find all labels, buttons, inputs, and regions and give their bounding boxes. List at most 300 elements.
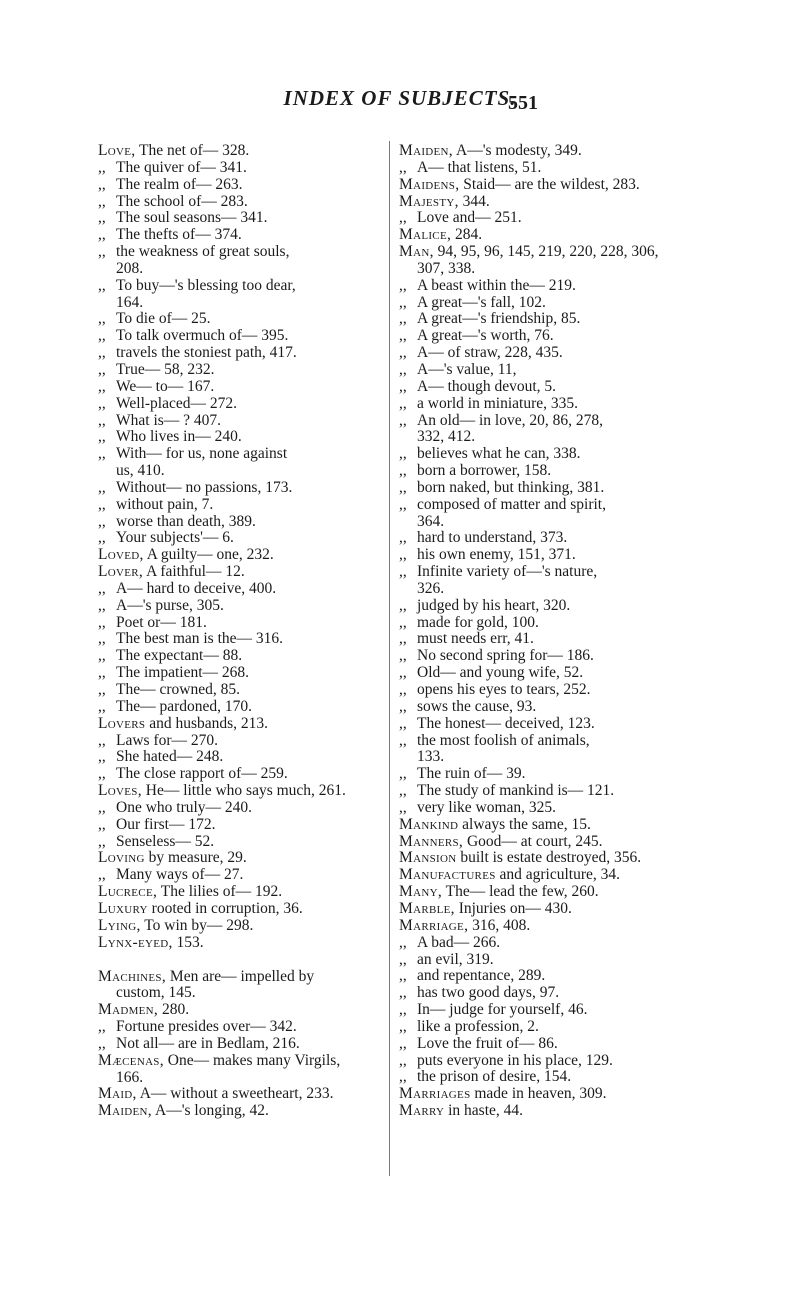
- subentry-text: his own enemy, 151, 371.: [417, 546, 576, 564]
- index-subentry: [399, 564, 682, 598]
- subentry-text: The realm of— 263.: [116, 175, 243, 193]
- index-subentry: [399, 413, 682, 447]
- entry-text: 153.: [172, 933, 204, 951]
- index-subentry: [98, 194, 380, 211]
- subentry-text: without pain, 7.: [116, 495, 214, 513]
- index-subentry: [399, 783, 682, 800]
- entry-headword: Loving: [98, 849, 145, 867]
- index-subentry: [399, 396, 682, 413]
- subentry-text: The study of mankind is— 121.: [417, 782, 615, 800]
- index-subentry: [399, 379, 682, 396]
- subentry-text: believes what he can, 338.: [417, 445, 581, 463]
- subentry-text: like a profession, 2.: [417, 1017, 539, 1035]
- ditto-mark: ,,: [399, 310, 407, 328]
- index-subentry: [399, 463, 682, 480]
- index-subentry: [399, 1053, 682, 1070]
- index-entry: [399, 901, 682, 918]
- ditto-mark: ,,: [98, 630, 106, 648]
- subentry-text: What is— ? 407.: [116, 411, 222, 429]
- subentry-text: very like woman, 325.: [417, 798, 557, 816]
- subentry-continuation: 133.: [417, 748, 445, 766]
- section-gap: [98, 952, 380, 969]
- index-subentry: [399, 530, 682, 547]
- subentry-text: Many ways of— 27.: [116, 866, 244, 884]
- entry-text: To win by— 298.: [140, 916, 254, 934]
- column-divider: [389, 141, 390, 1176]
- ditto-mark: ,,: [399, 613, 407, 631]
- entry-text: and agriculture, 34.: [495, 866, 621, 884]
- entry-text: 284.: [451, 226, 483, 244]
- ditto-mark: ,,: [98, 445, 106, 463]
- index-subentry: [98, 699, 380, 716]
- entry-headword: Machines,: [98, 967, 167, 985]
- subentry-text: With— for us, none against: [116, 445, 288, 463]
- index-subentry: [399, 716, 682, 733]
- index-subentry: [399, 1036, 682, 1053]
- subentry-text: The close rapport of— 259.: [116, 765, 288, 783]
- index-subentry: [98, 278, 380, 312]
- index-subentry: [98, 345, 380, 362]
- subentry-continuation: 326.: [417, 579, 445, 597]
- subentry-text: The— crowned, 85.: [116, 681, 240, 698]
- entry-headword: Lucrece,: [98, 883, 158, 901]
- subentry-text: Love the fruit of— 86.: [417, 1034, 558, 1052]
- index-subentry: [98, 665, 380, 682]
- index-subentry: [98, 682, 380, 699]
- entry-text: Injuries on— 430.: [454, 899, 572, 917]
- ditto-mark: ,,: [399, 276, 407, 294]
- index-column-left: [98, 143, 380, 1120]
- ditto-mark: ,,: [399, 529, 407, 547]
- ditto-mark: ,,: [98, 377, 106, 395]
- index-subentry: [98, 210, 380, 227]
- ditto-mark: ,,: [98, 158, 106, 176]
- entry-headword: Marble,: [399, 899, 455, 917]
- entry-headword: Lynx-eyed,: [98, 933, 173, 951]
- entry-headword: Maiden,: [98, 1102, 152, 1120]
- index-entry: [399, 227, 682, 244]
- ditto-mark: ,,: [399, 377, 407, 395]
- entry-continuation: 166.: [116, 1068, 144, 1086]
- index-entry: [399, 1086, 682, 1103]
- index-entry: [98, 1002, 380, 1019]
- index-entry: [399, 817, 682, 834]
- ditto-mark: ,,: [98, 226, 106, 244]
- entry-headword: Maiden,: [399, 142, 453, 159]
- ditto-mark: ,,: [98, 647, 106, 665]
- subentry-text: Not all— are in Bedlam, 216.: [116, 1034, 300, 1052]
- entry-headword: Lovers: [98, 714, 146, 732]
- subentry-text: Your subjects'— 6.: [116, 529, 234, 547]
- subentry-text: To talk overmuch of— 395.: [116, 327, 289, 345]
- entry-text: Men are— impelled by: [166, 967, 315, 985]
- ditto-mark: ,,: [399, 445, 407, 463]
- ditto-mark: ,,: [98, 344, 106, 362]
- ditto-mark: ,,: [399, 563, 407, 581]
- subentry-text: Senseless— 52.: [116, 832, 215, 850]
- index-subentry: [98, 530, 380, 547]
- subentry-text: has two good days, 97.: [417, 984, 560, 1002]
- index-subentry: [98, 328, 380, 345]
- ditto-mark: ,,: [98, 411, 106, 429]
- index-subentry: [98, 379, 380, 396]
- running-title: INDEX OF SUBJECTS.: [283, 86, 517, 110]
- subentry-continuation: us, 410.: [116, 462, 165, 480]
- entry-headword: Loves,: [98, 782, 142, 800]
- index-subentry: [98, 413, 380, 430]
- subentry-text: The— pardoned, 170.: [116, 697, 253, 715]
- subentry-text: The thefts of— 374.: [116, 226, 242, 244]
- entry-text: made in heaven, 309.: [470, 1085, 607, 1103]
- ditto-mark: ,,: [98, 815, 106, 833]
- ditto-mark: ,,: [98, 1018, 106, 1036]
- entry-text: Staid— are the wildest, 283.: [459, 175, 640, 193]
- ditto-mark: ,,: [399, 327, 407, 345]
- index-entry: [399, 177, 682, 194]
- subentry-text: puts everyone in his place, 129.: [417, 1051, 613, 1069]
- subentry-text: Our first— 172.: [116, 815, 216, 833]
- index-subentry: [98, 160, 380, 177]
- ditto-mark: ,,: [98, 276, 106, 294]
- index-subentry: [98, 800, 380, 817]
- index-subentry: [98, 480, 380, 497]
- ditto-mark: ,,: [98, 596, 106, 614]
- entry-text: Good— at court, 245.: [463, 832, 603, 850]
- entry-text: and husbands, 213.: [145, 714, 269, 732]
- index-subentry: [98, 834, 380, 851]
- subentry-text: born a borrower, 158.: [417, 462, 552, 480]
- index-subentry: [399, 1002, 682, 1019]
- index-entry: [98, 850, 380, 867]
- index-subentry: [399, 278, 682, 295]
- subentry-text: Love and— 251.: [417, 209, 522, 227]
- index-subentry: [98, 497, 380, 514]
- subentry-text: Laws for— 270.: [116, 731, 219, 749]
- ditto-mark: ,,: [399, 411, 407, 429]
- subentry-text: One who truly— 240.: [116, 798, 253, 816]
- entry-headword: Manufactures: [399, 866, 496, 884]
- ditto-mark: ,,: [98, 681, 106, 698]
- index-subentry: [399, 362, 682, 379]
- subentry-text: made for gold, 100.: [417, 613, 539, 631]
- ditto-mark: ,,: [399, 1034, 407, 1052]
- ditto-mark: ,,: [98, 428, 106, 446]
- entry-text: 344.: [458, 192, 490, 210]
- subentry-text: worse than death, 389.: [116, 512, 256, 530]
- entry-continuation: custom, 145.: [116, 984, 196, 1002]
- entry-headword: Man,: [399, 243, 434, 261]
- subentry-text: the weakness of great souls,: [116, 243, 290, 261]
- index-subentry: [399, 766, 682, 783]
- subentry-text: She hated— 248.: [116, 748, 224, 766]
- entry-text: 280.: [158, 1001, 190, 1019]
- entry-headword: Majesty,: [399, 192, 459, 210]
- subentry-text: hard to understand, 373.: [417, 529, 568, 547]
- ditto-mark: ,,: [399, 967, 407, 985]
- entry-headword: Love,: [98, 142, 136, 159]
- index-subentry: [399, 1019, 682, 1036]
- entry-text: 316, 408.: [468, 916, 531, 934]
- ditto-mark: ,,: [98, 697, 106, 715]
- ditto-mark: ,,: [399, 681, 407, 698]
- entry-text: A faithful— 12.: [143, 563, 245, 581]
- subentry-text: An old— in love, 20, 86, 278,: [417, 411, 603, 429]
- index-subentry: [399, 345, 682, 362]
- index-subentry: [399, 615, 682, 632]
- index-subentry: [98, 631, 380, 648]
- index-subentry: [98, 615, 380, 632]
- subentry-text: A— of straw, 228, 435.: [417, 344, 563, 362]
- subentry-text: In— judge for yourself, 46.: [417, 1001, 588, 1019]
- index-subentry: [399, 665, 682, 682]
- ditto-mark: ,,: [399, 782, 407, 800]
- index-subentry: [399, 295, 682, 312]
- index-entry: [98, 918, 380, 935]
- entry-text: The lilies of— 192.: [157, 883, 283, 901]
- subentry-text: a world in miniature, 335.: [417, 394, 578, 412]
- ditto-mark: ,,: [98, 664, 106, 682]
- ditto-mark: ,,: [399, 360, 407, 378]
- index-entry: [98, 143, 380, 160]
- entry-text: One— makes many Virgils,: [163, 1051, 341, 1069]
- subentry-text: Who lives in— 240.: [116, 428, 242, 446]
- entry-headword: Marriage,: [399, 916, 469, 934]
- index-subentry: [98, 733, 380, 750]
- ditto-mark: ,,: [98, 192, 106, 210]
- index-subentry: [98, 227, 380, 244]
- subentry-text: The expectant— 88.: [116, 647, 243, 665]
- index-subentry: [399, 328, 682, 345]
- ditto-mark: ,,: [98, 478, 106, 496]
- index-subentry: [399, 480, 682, 497]
- subentry-text: To buy—'s blessing too dear,: [116, 276, 296, 294]
- ditto-mark: ,,: [98, 394, 106, 412]
- index-subentry: [399, 952, 682, 969]
- index-entry: [98, 1086, 380, 1103]
- index-subentry: [98, 396, 380, 413]
- page-header: [0, 86, 800, 116]
- subentry-text: To die of— 25.: [116, 310, 211, 328]
- index-subentry: [98, 244, 380, 278]
- index-entry: [399, 918, 682, 935]
- index-subentry: [399, 547, 682, 564]
- subentry-text: travels the stoniest path, 417.: [116, 344, 297, 362]
- index-subentry: [399, 985, 682, 1002]
- subentry-text: Well-placed— 272.: [116, 394, 237, 412]
- index-entry: [399, 834, 682, 851]
- entry-headword: Many,: [399, 883, 442, 901]
- ditto-mark: ,,: [399, 462, 407, 480]
- index-subentry: [98, 867, 380, 884]
- index-entry: [98, 969, 380, 1003]
- entry-headword: Maidens,: [399, 175, 460, 193]
- ditto-mark: ,,: [399, 1068, 407, 1086]
- index-subentry: [399, 699, 682, 716]
- subentry-text: judged by his heart, 320.: [417, 596, 571, 614]
- ditto-mark: ,,: [98, 327, 106, 345]
- subentry-text: A— that listens, 51.: [417, 158, 542, 176]
- index-entry: [98, 884, 380, 901]
- subentry-text: A great—'s friendship, 85.: [417, 310, 581, 328]
- index-entry: [399, 143, 682, 160]
- subentry-continuation: 208.: [116, 259, 144, 277]
- index-subentry: [98, 362, 380, 379]
- index-entry: [98, 783, 380, 800]
- entry-headword: Malice,: [399, 226, 452, 244]
- entry-headword: Luxury: [98, 899, 148, 917]
- entry-headword: Madmen,: [98, 1001, 159, 1019]
- entry-headword: Loved,: [98, 546, 144, 564]
- ditto-mark: ,,: [98, 1034, 106, 1052]
- subentry-text: The ruin of— 39.: [417, 765, 526, 783]
- entry-headword: Lover,: [98, 563, 144, 581]
- ditto-mark: ,,: [98, 310, 106, 328]
- ditto-mark: ,,: [98, 360, 106, 378]
- ditto-mark: ,,: [399, 596, 407, 614]
- entry-text: by measure, 29.: [144, 849, 247, 867]
- entry-text: He— little who says much, 261.: [141, 782, 346, 800]
- subentry-text: A great—'s fall, 102.: [417, 293, 546, 311]
- entry-continuation: 307, 338.: [417, 259, 476, 277]
- entry-headword: Mankind: [399, 815, 459, 833]
- ditto-mark: ,,: [399, 647, 407, 665]
- index-subentry: [98, 446, 380, 480]
- entry-headword: Marry: [399, 1102, 445, 1120]
- subentry-text: The school of— 283.: [116, 192, 248, 210]
- subentry-text: sows the cause, 93.: [417, 697, 537, 715]
- subentry-continuation: 332, 412.: [417, 428, 476, 446]
- subentry-text: A— hard to deceive, 400.: [116, 579, 277, 597]
- ditto-mark: ,,: [98, 748, 106, 766]
- ditto-mark: ,,: [98, 175, 106, 193]
- subentry-text: Infinite variety of—'s nature,: [417, 563, 598, 581]
- subentry-text: and repentance, 289.: [417, 967, 546, 985]
- entry-text: 94, 95, 96, 145, 219, 220, 228, 306,: [433, 243, 659, 261]
- index-subentry: [399, 160, 682, 177]
- subentry-text: opens his eyes to tears, 252.: [417, 681, 591, 698]
- index-subentry: [98, 177, 380, 194]
- index-subentry: [399, 800, 682, 817]
- ditto-mark: ,,: [399, 630, 407, 648]
- entry-text: built is estate destroyed, 356.: [456, 849, 642, 867]
- index-subentry: [98, 749, 380, 766]
- ditto-mark: ,,: [98, 209, 106, 227]
- ditto-mark: ,,: [98, 798, 106, 816]
- index-subentry: [399, 968, 682, 985]
- subentry-text: The best man is the— 316.: [116, 630, 284, 648]
- ditto-mark: ,,: [98, 512, 106, 530]
- subentry-continuation: 164.: [116, 293, 144, 311]
- subentry-text: A bad— 266.: [417, 933, 501, 951]
- ditto-mark: ,,: [399, 933, 407, 951]
- ditto-mark: ,,: [399, 209, 407, 227]
- entry-headword: Manners,: [399, 832, 464, 850]
- subentry-text: We— to— 167.: [116, 377, 215, 395]
- ditto-mark: ,,: [399, 344, 407, 362]
- index-entry: [399, 850, 682, 867]
- subentry-text: The honest— deceived, 123.: [417, 714, 595, 732]
- ditto-mark: ,,: [98, 579, 106, 597]
- index-column-right: [399, 143, 682, 1120]
- subentry-text: No second spring for— 186.: [417, 647, 594, 665]
- index-subentry: [98, 817, 380, 834]
- ditto-mark: ,,: [399, 950, 407, 968]
- index-subentry: [399, 1069, 682, 1086]
- subentry-text: an evil, 319.: [417, 950, 494, 968]
- ditto-mark: ,,: [399, 798, 407, 816]
- ditto-mark: ,,: [98, 613, 106, 631]
- entry-text: always the same, 15.: [458, 815, 591, 833]
- subentry-text: A great—'s worth, 76.: [417, 327, 554, 345]
- index-subentry: [98, 1019, 380, 1036]
- ditto-mark: ,,: [399, 293, 407, 311]
- index-subentry: [98, 648, 380, 665]
- subentry-text: born naked, but thinking, 381.: [417, 478, 605, 496]
- index-entry: [399, 884, 682, 901]
- subentry-text: composed of matter and spirit,: [417, 495, 606, 513]
- subentry-text: Old— and young wife, 52.: [417, 664, 584, 682]
- subentry-text: A— though devout, 5.: [417, 377, 557, 395]
- ditto-mark: ,,: [399, 394, 407, 412]
- subentry-text: A—'s purse, 305.: [116, 596, 224, 614]
- ditto-mark: ,,: [399, 984, 407, 1002]
- index-subentry: [98, 429, 380, 446]
- ditto-mark: ,,: [399, 478, 407, 496]
- index-subentry: [399, 631, 682, 648]
- subentry-text: Fortune presides over— 342.: [116, 1018, 297, 1036]
- index-subentry: [98, 1036, 380, 1053]
- entry-headword: Maid,: [98, 1085, 137, 1103]
- subentry-text: The quiver of— 341.: [116, 158, 247, 176]
- index-subentry: [98, 598, 380, 615]
- ditto-mark: ,,: [399, 158, 407, 176]
- subentry-text: Poet or— 181.: [116, 613, 207, 631]
- index-entry: [399, 1103, 682, 1120]
- ditto-mark: ,,: [399, 1017, 407, 1035]
- index-subentry: [98, 514, 380, 531]
- index-entry: [98, 1103, 380, 1120]
- index-entry: [98, 716, 380, 733]
- entry-text: The net of— 328.: [135, 142, 250, 159]
- ditto-mark: ,,: [98, 765, 106, 783]
- index-subentry: [399, 311, 682, 328]
- index-entry: [399, 194, 682, 211]
- subentry-text: the prison of desire, 154.: [417, 1068, 572, 1086]
- subentry-text: The soul seasons— 341.: [116, 209, 268, 227]
- ditto-mark: ,,: [98, 731, 106, 749]
- ditto-mark: ,,: [98, 243, 106, 261]
- index-entry: [98, 547, 380, 564]
- entry-text: A—'s modesty, 349.: [452, 142, 582, 159]
- ditto-mark: ,,: [399, 495, 407, 513]
- ditto-mark: ,,: [399, 714, 407, 732]
- index-subentry: [399, 598, 682, 615]
- entry-headword: Mansion: [399, 849, 457, 867]
- index-subentry: [399, 733, 682, 767]
- index-subentry: [98, 311, 380, 328]
- index-entry: [98, 564, 380, 581]
- entry-text: A—'s longing, 42.: [151, 1102, 269, 1120]
- ditto-mark: ,,: [98, 832, 106, 850]
- index-entry: [399, 244, 682, 278]
- subentry-text: The impatient— 268.: [116, 664, 250, 682]
- index-subentry: [399, 446, 682, 463]
- subentry-continuation: 364.: [417, 512, 445, 530]
- entry-text: A guilty— one, 232.: [143, 546, 274, 564]
- index-entry: [98, 935, 380, 952]
- ditto-mark: ,,: [399, 664, 407, 682]
- entry-headword: Marriages: [399, 1085, 471, 1103]
